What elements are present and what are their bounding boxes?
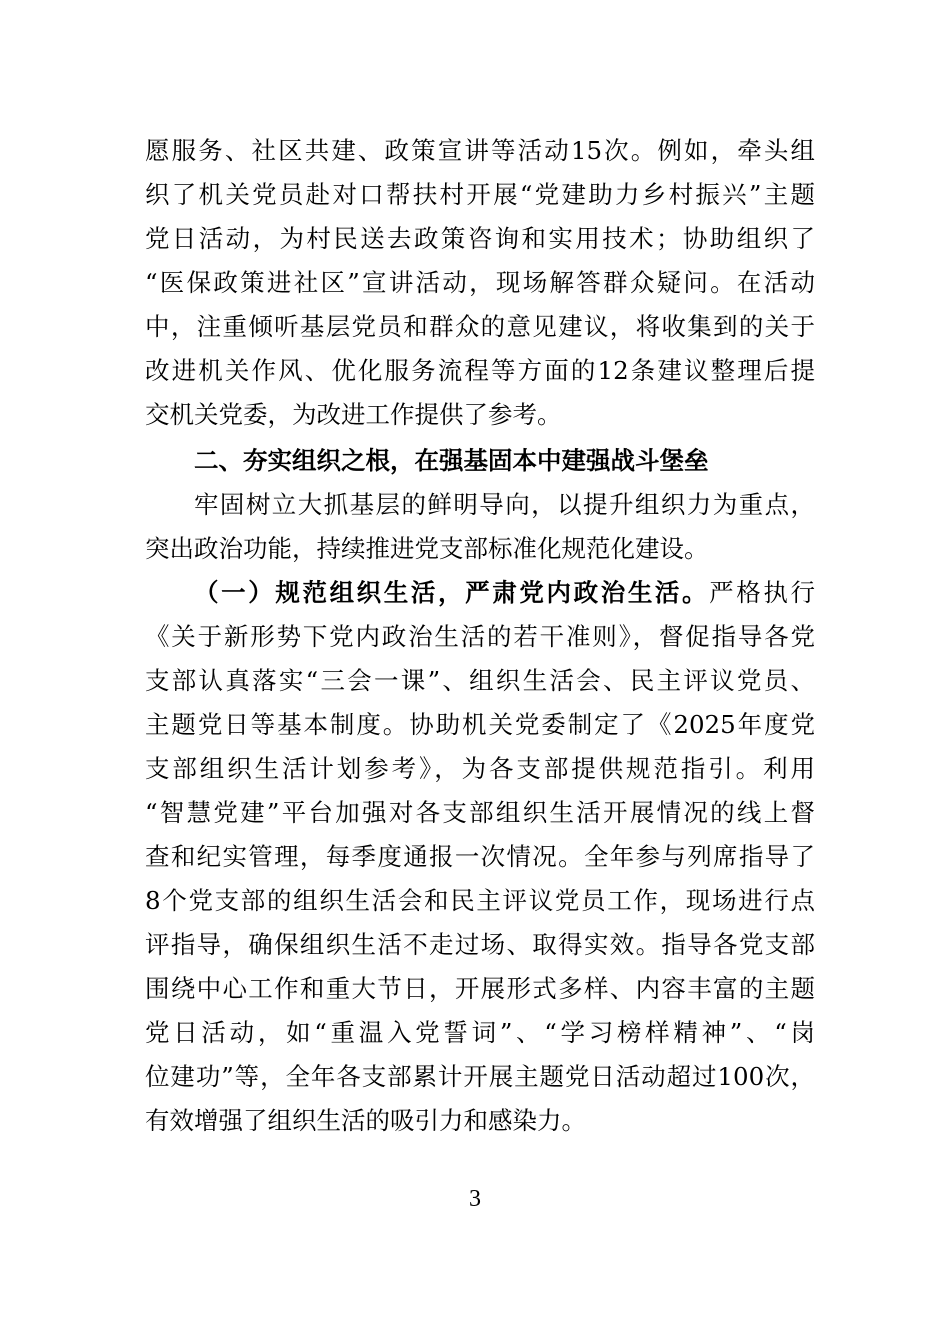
subsection-title: （一）规范组织生活，严肃党内政治生活。: [194, 578, 710, 607]
page-number: 3: [469, 1186, 481, 1212]
text-line: 评指导，确保组织生活不走过场、取得实效。指导各党支部: [145, 930, 815, 959]
text-line: 8个党支部的组织生活会和民主评议党员工作，现场进行点: [145, 886, 815, 915]
text-line: 主题党日等基本制度。协助机关党委制定了《2025年度党: [145, 710, 815, 739]
text-line: 党日活动，如“重温入党誓词”、“学习榜样精神”、“岗: [145, 1018, 815, 1047]
text-line: 交机关党委，为改进工作提供了参考。: [145, 400, 562, 429]
text-line: 愿服务、社区共建、政策宣讲等活动15次。例如，牵头组: [145, 136, 815, 165]
text-line: 围绕中心工作和重大节日，开展形式多样、内容丰富的主题: [145, 974, 815, 1003]
text-line: 位建功”等，全年各支部累计开展主题党日活动超过100次，: [145, 1062, 815, 1091]
text-line: 突出政治功能，持续推进党支部标准化规范化建设。: [145, 534, 709, 563]
text-line: 中，注重倾听基层党员和群众的意见建议，将收集到的关于: [145, 312, 815, 341]
text-line: 有效增强了组织生活的吸引力和感染力。: [145, 1106, 586, 1135]
text-line: 改进机关作风、优化服务流程等方面的12条建议整理后提: [145, 356, 815, 385]
section-heading: 二、夯实组织之根，在强基固本中建强战斗堡垒: [194, 446, 709, 475]
text-line: “智慧党建”平台加强对各支部组织生活开展情况的线上督: [145, 798, 815, 827]
text-line: 织了机关党员赴对口帮扶村开展“党建助力乡村振兴”主题: [145, 180, 815, 209]
text-line: 牢固树立大抓基层的鲜明导向，以提升组织力为重点，: [194, 490, 815, 519]
text-line: 支部组织生活计划参考》，为各支部提供规范指引。利用: [145, 754, 815, 783]
text-line: “医保政策进社区”宣讲活动，现场解答群众疑问。在活动: [145, 268, 815, 297]
text-line: 党日活动，为村民送去政策咨询和实用技术；协助组织了: [145, 224, 815, 253]
text-line: 查和纪实管理，每季度通报一次情况。全年参与列席指导了: [145, 842, 815, 871]
text-line: 支部认真落实“三会一课”、组织生活会、民主评议党员、: [145, 666, 815, 695]
document-body: [145, 129, 815, 1143]
text-line: 《关于新形势下党内政治生活的若干准则》，督促指导各党: [145, 622, 815, 651]
subsection-first-line: [145, 571, 815, 615]
subsection-first-line-rest: 严格执行: [709, 578, 816, 607]
